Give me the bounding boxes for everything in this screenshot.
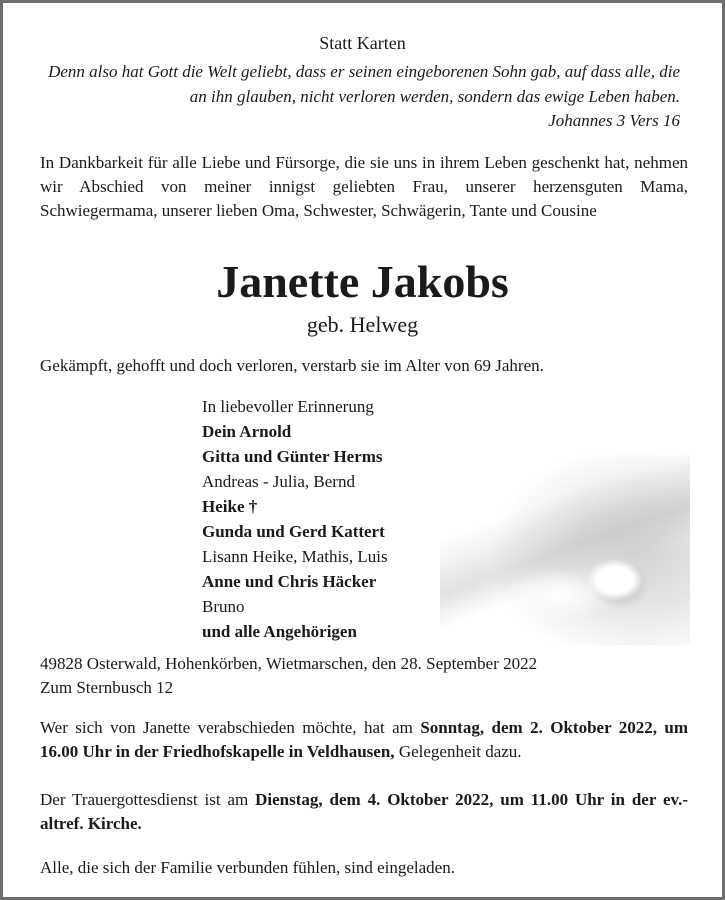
closing-text: Alle, die sich der Familie verbunden fühlen, sind eingeladen. xyxy=(40,858,455,877)
service-details: Dienstag, dem 4. Oktober 2022, um 11.00 Uhr in der ev.-altref. Kirche. xyxy=(40,790,688,833)
farewell-details: Sonntag, dem 2. Oktober 2022, um 16.00 Uhr in der Friedhofskapelle in Veldhausen, xyxy=(40,718,688,761)
bible-verse: Denn also hat Gott die Welt geliebt, dass er seinen eingeborenen Sohn gab, auf dass alle, die an ihn glauben, nicht verloren werden, sondern das ewige Leben haben. xyxy=(48,62,680,106)
service-text xyxy=(40,788,688,836)
mourner: Heike † xyxy=(202,497,258,516)
mourner: Anne und Chris Häcker xyxy=(202,572,377,591)
farewell-end: Gelegenheit dazu. xyxy=(394,742,522,761)
mourner: In liebevoller Erinnerung xyxy=(202,397,374,416)
mourner: Andreas - Julia, Bernd xyxy=(202,472,355,491)
intro-text: In Dankbarkeit für alle Liebe und Fürsorge, die sie uns in ihrem Leben geschenkt hat, nehmen wir Abschied von meiner innigst geliebten Frau, unserer herzensguten Mama, Schwiegermama, unserer lieben Oma, Schwester, Schwägerin, Tante und Cousine xyxy=(40,153,688,220)
place-date: 49828 Osterwald, Hohenkörben, Wietmarschen, den 28. September 2022 xyxy=(40,654,538,673)
mourner: Lisann Heike, Mathis, Luis xyxy=(202,547,388,566)
mourner: Gunda und Gerd Kattert xyxy=(202,522,385,541)
mourner: Dein Arnold xyxy=(202,422,292,441)
mourner: Bruno xyxy=(202,597,245,616)
service-intro: Der Trauergottesdienst ist am xyxy=(40,790,256,809)
calla-lily-image xyxy=(440,455,690,645)
mourner: Gitta und Günter Herms xyxy=(202,447,383,466)
deceased-name: Janette Jakobs xyxy=(216,256,509,307)
death-line: Gekämpft, gehofft und doch verloren, verstarb sie im Alter von 69 Jahren. xyxy=(40,356,544,375)
address: Zum Sternbusch 12 xyxy=(40,678,174,697)
verse-reference: Johannes 3 Vers 16 xyxy=(548,111,680,130)
mourners-list xyxy=(202,394,388,644)
header: Statt Karten xyxy=(319,33,406,53)
farewell-text xyxy=(40,716,688,764)
mourner: und alle Angehörigen xyxy=(202,622,357,641)
farewell-intro: Wer sich von Janette verabschieden möchte, hat am xyxy=(40,718,421,737)
maiden-name: geb. Helweg xyxy=(306,312,419,337)
